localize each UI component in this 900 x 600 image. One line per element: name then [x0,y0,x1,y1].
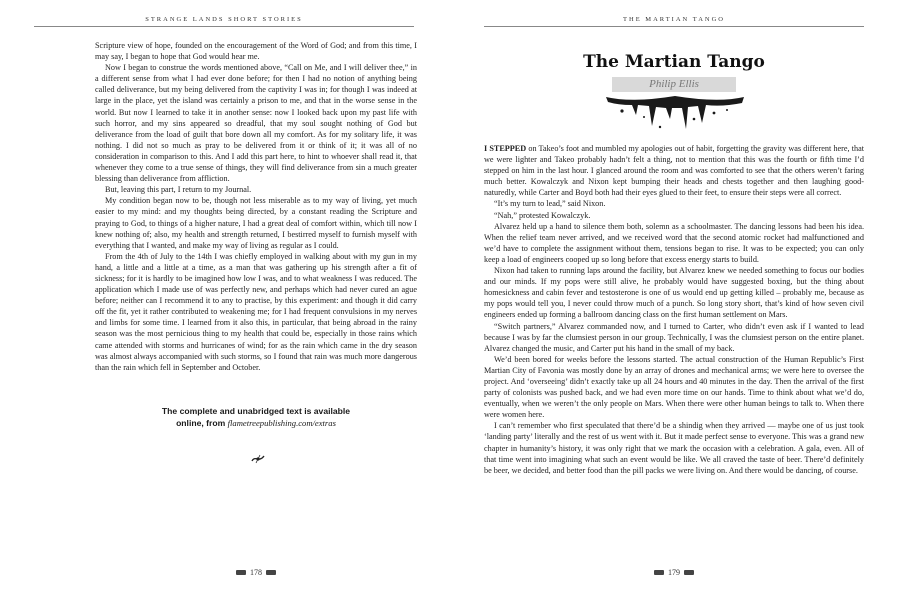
ink-splash-ornament-icon [602,93,748,133]
folio-ornament-icon [236,570,246,575]
running-head-right: THE MARTIAN TANGO [623,16,725,23]
opening-text: on Takeo’s foot and mumbled my apologies out of habit, forgetting the gravity was different here, that we were lighter and Takeo probably hadn’t felt a thing, not to mention that this was the fourth or fifth time I’d stepped on him in the last hour. I glanced around the room and was comforted to see that the others weren’t faring much better. Kowalczyk and Nixon kept bumping their heads and chests together and then laughing good-naturedly, while Carter and Boyd both had their eyes glued to their feet, to ensure their steps were all correct. [484,144,864,198]
paragraph: Alvarez held up a hand to silence them both, solemn as a schoolmaster. The dancing lessons had been his idea. When the relief team never arrived, and we received word that the second atomic rocket had malfunctioned and we’d have to complete the assignment without them, tensions began to rise. It was to be expected; you can only keep a load of engineers cooped up so long before that excess energy starts to build. [484,221,864,264]
page-number: 179 [668,568,680,577]
right-page [450,0,900,600]
story-author: Philip Ellis [649,78,699,90]
lead-in: I STEPPED [484,144,527,153]
paragraph: From the 4th of July to the 14th I was chiefly employed in walking about with my gun in my hand, a little and a little at a time, as a man that was gathering up his strength after a fit of sickness; for it is hardly to be imagined how low I was, and to what weakness I was reduced. The application which I made use of was perfectly new, and perhaps which had never cured an ague before; neither can I recommend it to any to practise, by this experiment: and though it did carry off the fit, yet it rather contributed to weakening me; for I had frequent convulsions in my nerves and limbs for some time. I learned from it also this, in particular, that being abroad in the rainy season was the most pernicious thing to my health that could be, especially in those rains which came attended with storms and hurricanes of wind; for as the rain which came in the dry season was almost always accompanied with such storms, so I found that rain was much more dangerous than the rain which fell in September and October. [95,251,417,372]
header-rule-left [34,26,414,27]
page-number-right [634,568,714,577]
story-title: The Martian Tango [583,52,765,72]
page-number-left [216,568,296,577]
header-rule-right [484,26,864,27]
running-head-left: STRANGE LANDS SHORT STORIES [145,16,303,23]
paragraph: Scripture view of hope, founded on the encouragement of the Word of God; and from this time, I may say, I began to hope that God would hear me. [95,41,417,62]
paragraph: But, leaving this part, I return to my Journal. [105,185,252,195]
paragraph: “Switch partners,” Alvarez commanded now, and I turned to Carter, who didn’t even ask if I wanted to lead because I was by far the clumsiest person in our group. Technically, I was the clumsiest person on the entire planet. Alvarez changed the music, and Carter put his hand in the small of my back. [484,321,864,353]
paragraph: Nixon had taken to running laps around the facility, but Alvarez knew we needed something to focus our bodies and our minds. If my pops were still alive, he probably would have suggested boxing, but the thing about homesickness and cabin fever and testosterone is one of us would end up getting killed – probably me, because as my pops would tell you, I never could throw much of a punch. So long story short, that’s kind of how seven civil engineers ended up forming a ballroom dancing class on the first human settlement on Mars. [484,266,864,320]
paragraph: I can’t remember who first speculated that there’d be a shindig when they arrived — maybe one of us just took ‘landing party’ literally and the rest of us went with it. But it made perfect sense to everyone. This was a grand new chapter in humanity’s history, it was only right that we mark the occasion with a celebration. A gala, even. All of that time went into imagining what such an event would be like. We all craved the taste of beer. There’d definitely be beer, we decided, and better food than the pill packs we were living on. And there would be dancing, of course. [484,421,864,475]
flourish-ornament-icon [250,453,266,465]
promo-line-2: online, from [176,418,226,428]
page-number: 178 [250,568,262,577]
folio-ornament-icon [266,570,276,575]
paragraph: We’d been bored for weeks before the lessons started. The actual construction of the Human Republic’s First Martian City of Favonia was mostly done by an array of drones and mechanical arms; we were here to oversee the project. And ‘overseeing’ didn’t exactly take up all 24 hours and 40 minutes in the day. Then the arrival of the first party of colonists was pushed back, and we had even more time on our hands. Time to think about what we’d do, eventually, when we weren’t the only people on Mars. When there were other human beings to talk to. When there were women here. [484,354,864,420]
folio-ornament-icon [654,570,664,575]
paragraph: “Nah,” protested Kowalczyk. [494,210,591,220]
promo-line-1: The complete and unabridged text is available [161,406,351,416]
opening-paragraph [484,143,864,198]
paragraph: My condition began now to be, though not less miserable as to my way of living, yet much easier to my mind: and my thoughts being directed, by a constant reading the Scripture and praying to God, to things of a higher nature, I had a great deal of comfort within, which till now I knew nothing of; also, my health and strength returned, I bestirred myself to furnish myself with everything that I wanted, and make my way of living as regular as I could. [95,196,417,250]
extras-link[interactable]: flametreepublishing.com/extras [227,418,336,428]
paragraph: Now I began to construe the words mentioned above, “Call on Me, and I will deliver thee,” in a different sense from what I had ever done before; for then I had no notion of anything being called deliverance, but my being delivered from the captivity I was in; for though I was indeed at large in the place, yet the island was certainly a prison to me, and that in the worse sense in the world. But now I learned to take it in another sense: now I looked back upon my past life with such horror, and my sins appeared so dreadful, that my soul sought nothing of God but deliverance from the load of guilt that bore down all my comfort. As for my solitary life, it was nothing. I did not so much as pray to be delivered from it or think of it; it was all of no consideration in comparison to this. And I add this part here, to hint to whoever shall read it, that whenever they come to a true sense of things, they will find deliverance from sin a much greater blessing than deliverance from affliction. [95,63,417,184]
right-body-text [484,143,864,476]
left-body-text [95,40,417,373]
unabridged-text-notice [95,405,417,429]
paragraph: “It’s my turn to lead,” said Nixon. [494,199,606,209]
folio-ornament-icon [684,570,694,575]
